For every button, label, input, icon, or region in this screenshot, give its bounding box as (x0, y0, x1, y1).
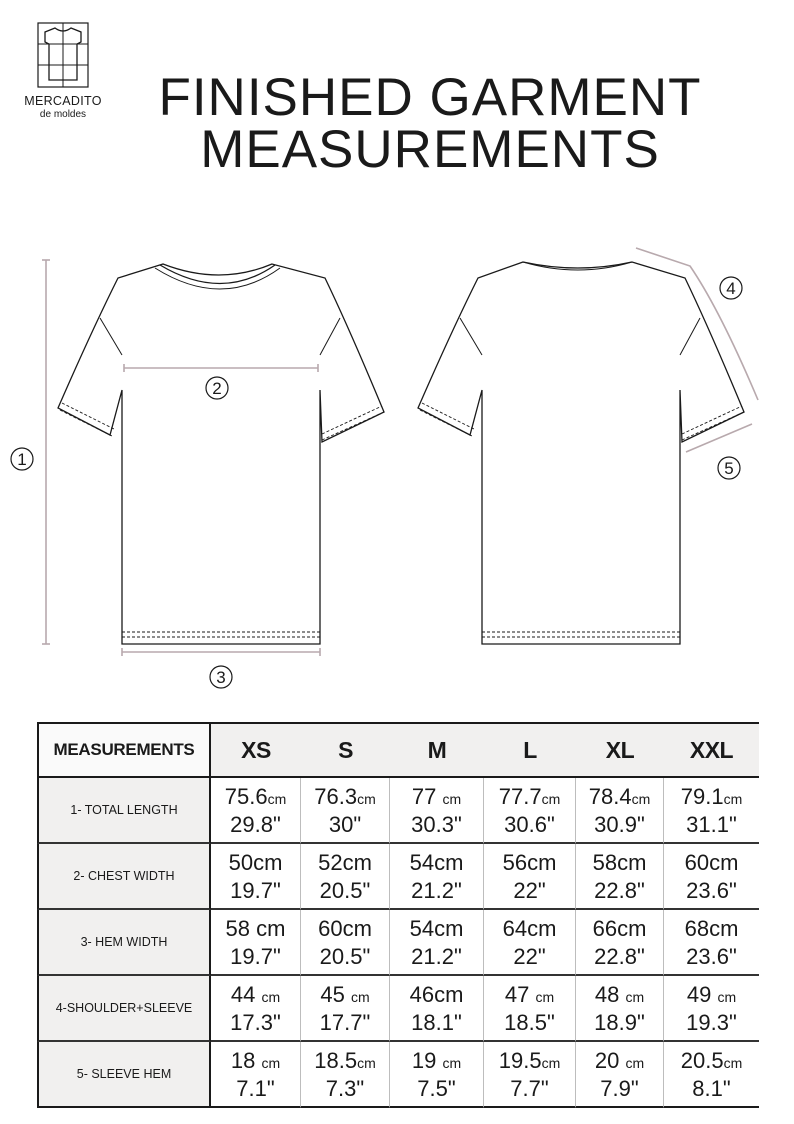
row-label: 1- TOTAL LENGTH (37, 778, 211, 844)
metric-value: 20 (594, 1047, 626, 1073)
header-size: XXL (664, 722, 759, 778)
imperial-value: 18.1" (411, 1009, 462, 1035)
imperial-value: 7.3" (325, 1075, 365, 1101)
page-title-line-1: FINISHED GARMENT (158, 68, 702, 127)
header-measurements: MEASUREMENTS (37, 722, 211, 778)
imperial-value: 18.9" (594, 1009, 645, 1035)
metric-value: 66cm (592, 915, 647, 941)
metric-unit: cm (350, 988, 370, 1005)
metric-value: 56cm (502, 849, 557, 875)
row-label: 4-SHOULDER+SLEEVE (37, 976, 211, 1042)
row-label: 2- CHEST WIDTH (37, 844, 211, 910)
metric-value: 44 (230, 981, 262, 1007)
brand-subtitle: de moldes (39, 109, 87, 120)
marker-5-label: 5 (724, 459, 734, 478)
metric-value: 64cm (502, 915, 557, 941)
table-row (37, 976, 759, 1042)
metric-value: 45 (320, 981, 351, 1007)
metric-value: 60cm (684, 849, 739, 875)
metric-unit: cm (625, 988, 645, 1005)
metric-unit: cm (442, 790, 462, 807)
metric-unit: cm (442, 1054, 462, 1071)
metric-unit: cm (541, 1054, 561, 1071)
table-row (37, 844, 759, 910)
metric-value: 19.5 (498, 1047, 542, 1073)
table-cell (390, 1042, 484, 1108)
imperial-value: 31.1" (686, 811, 737, 837)
metric-value: 46cm (409, 981, 464, 1007)
table-cell (576, 976, 664, 1042)
table-cell (576, 910, 664, 976)
table-row (37, 1042, 759, 1108)
marker-3-label: 3 (216, 668, 226, 687)
table-cell (211, 844, 301, 910)
header-size: S (301, 722, 390, 778)
table-cell (211, 778, 301, 844)
garment-diagram (0, 230, 794, 700)
imperial-value: 30.3" (411, 811, 462, 837)
metric-value: 47 (504, 981, 536, 1007)
metric-value: 60cm (318, 915, 372, 941)
metric-value: 54cm (409, 849, 464, 875)
table-cell (390, 976, 484, 1042)
table-row (37, 778, 759, 844)
table-cell (664, 778, 759, 844)
header-size: XL (576, 722, 664, 778)
marker-4-label: 4 (726, 279, 736, 298)
table-header-row (37, 722, 759, 778)
imperial-value: 7.9" (600, 1075, 639, 1101)
row-label: 5- SLEEVE HEM (37, 1042, 211, 1108)
metric-value: 19 (411, 1047, 443, 1073)
table-cell (390, 778, 484, 844)
metric-unit: cm (723, 1054, 743, 1071)
metric-value: 18 (230, 1047, 262, 1073)
table-cell (664, 976, 759, 1042)
imperial-value: 21.2" (411, 943, 462, 969)
metric-value: 58 cm (225, 915, 286, 941)
imperial-value: 7.5" (417, 1075, 456, 1101)
metric-value: 20.5 (680, 1047, 724, 1073)
metric-value: 68cm (684, 915, 739, 941)
metric-value: 77 (411, 783, 443, 809)
metric-value: 18.5 (314, 1047, 358, 1073)
header-size: M (390, 722, 484, 778)
metric-unit: cm (631, 790, 651, 807)
table-cell (211, 910, 301, 976)
pattern-logo-icon (37, 22, 89, 88)
table-cell (484, 844, 576, 910)
metric-value: 79.1 (680, 783, 724, 809)
metric-value: 52cm (318, 849, 372, 875)
imperial-value: 19.7" (230, 877, 281, 903)
metric-unit: cm (267, 790, 287, 807)
metric-value: 75.6 (224, 783, 268, 809)
table-cell (664, 844, 759, 910)
metric-unit: cm (261, 1054, 281, 1071)
sleeve-hem-line (686, 424, 752, 452)
metric-unit: cm (723, 790, 743, 807)
header-size: L (484, 722, 576, 778)
table-cell (301, 778, 390, 844)
imperial-value: 30.6" (504, 811, 555, 837)
metric-value: 76.3 (314, 783, 358, 809)
imperial-value: 18.5" (504, 1009, 555, 1035)
table-cell (301, 910, 390, 976)
brand-logo (18, 22, 108, 120)
metric-value: 48 (594, 981, 626, 1007)
imperial-value: 22" (513, 877, 546, 903)
metric-value: 58cm (592, 849, 647, 875)
imperial-value: 17.3" (230, 1009, 281, 1035)
imperial-value: 30" (328, 811, 362, 837)
table-cell (484, 910, 576, 976)
imperial-value: 20.5" (319, 943, 371, 969)
row-label: 3- HEM WIDTH (37, 910, 211, 976)
front-tshirt (58, 264, 384, 644)
imperial-value: 23.6" (686, 943, 737, 969)
imperial-value: 19.7" (230, 943, 281, 969)
marker-1-label: 1 (17, 450, 27, 469)
metric-value: 49 (686, 981, 718, 1007)
imperial-value: 22" (513, 943, 546, 969)
metric-value: 50cm (228, 849, 283, 875)
marker-2-label: 2 (212, 379, 222, 398)
table-cell (301, 976, 390, 1042)
metric-value: 54cm (409, 915, 464, 941)
metric-unit: cm (535, 988, 555, 1005)
brand-name: MERCADITO (24, 94, 102, 108)
table-cell (484, 778, 576, 844)
page-title-line-2: MEASUREMENTS (200, 120, 660, 179)
metric-unit: cm (357, 1054, 376, 1071)
back-tshirt (418, 262, 744, 644)
table-cell (301, 844, 390, 910)
imperial-value: 17.7" (319, 1009, 371, 1035)
table-cell (576, 778, 664, 844)
imperial-value: 30.9" (594, 811, 645, 837)
imperial-value: 23.6" (686, 877, 737, 903)
imperial-value: 20.5" (319, 877, 371, 903)
table-row (37, 910, 759, 976)
table-cell (576, 844, 664, 910)
imperial-value: 29.8" (230, 811, 281, 837)
imperial-value: 22.8" (594, 877, 645, 903)
header-size: XS (211, 722, 301, 778)
table-cell (211, 1042, 301, 1108)
imperial-value: 7.7" (510, 1075, 549, 1101)
table-cell (390, 910, 484, 976)
imperial-value: 22.8" (594, 943, 645, 969)
imperial-value: 21.2" (411, 877, 462, 903)
table-cell (484, 976, 576, 1042)
table-cell (664, 1042, 759, 1108)
table-cell (576, 1042, 664, 1108)
metric-unit: cm (541, 790, 561, 807)
measurement-lines (42, 248, 758, 656)
imperial-value: 19.3" (686, 1009, 737, 1035)
table-cell (211, 976, 301, 1042)
imperial-value: 7.1" (236, 1075, 275, 1101)
table-cell (301, 1042, 390, 1108)
measurements-table (37, 722, 759, 1108)
metric-value: 77.7 (498, 783, 542, 809)
metric-unit: cm (717, 988, 737, 1005)
metric-unit: cm (357, 790, 376, 807)
metric-value: 78.4 (588, 783, 632, 809)
table-cell (484, 1042, 576, 1108)
table-cell (664, 910, 759, 976)
metric-unit: cm (261, 988, 281, 1005)
imperial-value: 8.1" (692, 1075, 731, 1101)
metric-unit: cm (625, 1054, 645, 1071)
table-cell (390, 844, 484, 910)
